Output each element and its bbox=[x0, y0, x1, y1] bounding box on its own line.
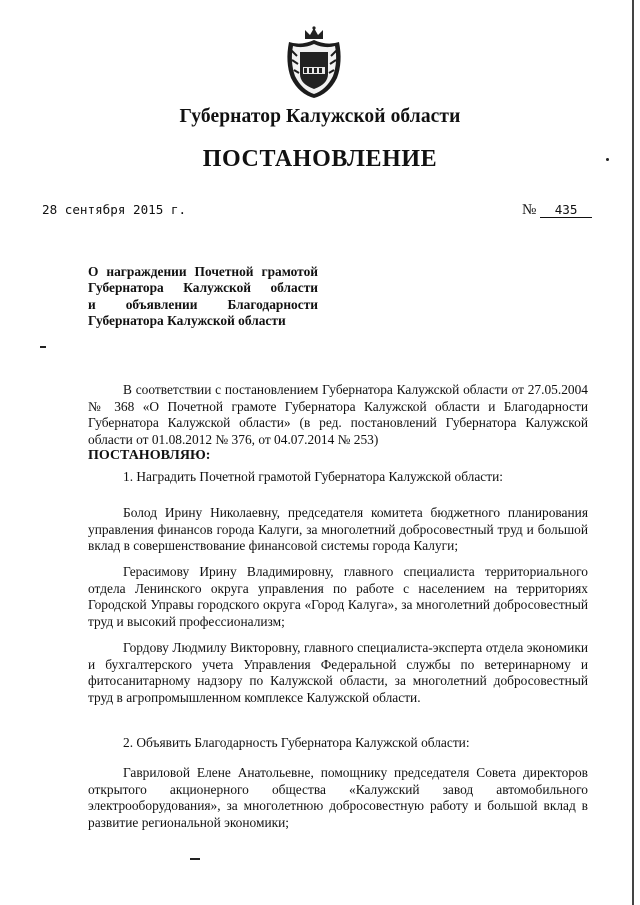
issuing-authority: Губернатор Калужской области bbox=[179, 106, 461, 127]
subject-line: О награждении Почетной грамотой bbox=[88, 264, 318, 279]
award-paragraph: Герасимову Ирину Владимировну, главного специалиста территориального отдела Ленинского округа управления по работе с населением на территориях Городской Управы городского округа «Город Калуга», за многолетний добросовестный труд и высокий профессионализм; bbox=[88, 564, 588, 629]
clause-2 bbox=[88, 735, 588, 752]
document-subject bbox=[88, 264, 318, 330]
scan-speck bbox=[190, 858, 200, 860]
scan-speck bbox=[40, 346, 46, 348]
scan-speck bbox=[632, 0, 634, 905]
coat-of-arms-icon bbox=[283, 26, 345, 100]
document-date: 28 сентября 2015 г. bbox=[42, 202, 187, 217]
subject-line: Губернатора Калужской области bbox=[88, 280, 318, 296]
award-paragraph: Болод Ирину Николаевну, председателя комитета бюджетного планирования управления финансов города Калуги, за многолетний добросовестный труд и большой вклад в совершенствование финансовой системы города Калуги; bbox=[88, 505, 588, 554]
clause-paragraph: 1. Наградить Почетной грамотой Губернатора Калужской области: bbox=[123, 469, 503, 484]
award-paragraph: Гордову Людмилу Викторовну, главного специалиста-эксперта отдела экономики и бухгалтерского учета Управления Федеральной службы по ветеринарному и фитосанитарному надзору по Калужской области, за многолетний добросовестный труд в агропромышленном комплексе Калужской области. bbox=[88, 640, 588, 705]
subject-line: и объявлении Благодарности bbox=[88, 296, 318, 312]
clause-paragraph: 2. Объявить Благодарность Губернатора Калужской области: bbox=[123, 735, 470, 750]
number-label: № bbox=[522, 202, 537, 218]
preamble-paragraph: В соответствии с постановлением Губернатора Калужской области от 27.05.2004 № 368 «О Почетной грамоте Губернатора Калужской области и Благодарности Губернатора Калужской области» (в ред. постановлений Губернатора Калужской области от 01.08.2012 № 376, от 04.07.2014 № 253) bbox=[88, 382, 588, 447]
thanks-entry bbox=[88, 765, 588, 831]
preamble-block bbox=[88, 382, 588, 465]
clause-1 bbox=[88, 469, 588, 486]
award-entry bbox=[88, 505, 588, 555]
document-number bbox=[522, 202, 606, 219]
number-value: 435 bbox=[540, 202, 592, 218]
scan-speck bbox=[606, 158, 609, 161]
document-type-title: ПОСТАНОВЛЕНИЕ bbox=[202, 146, 438, 172]
thanks-paragraph: Гавриловой Елене Анатольевне, помощнику председателя Совета директоров открытого акционерного общества «Калужский завод автомобильного электрооборудования», за многолетнюю добросовестную работу и большой вклад в развитие региональной экономики; bbox=[88, 765, 588, 830]
award-entry bbox=[88, 564, 588, 630]
subject-line: Губернатора Калужской области bbox=[88, 313, 286, 329]
resolve-heading: ПОСТАНОВЛЯЮ: bbox=[88, 448, 211, 464]
award-entry bbox=[88, 640, 588, 706]
